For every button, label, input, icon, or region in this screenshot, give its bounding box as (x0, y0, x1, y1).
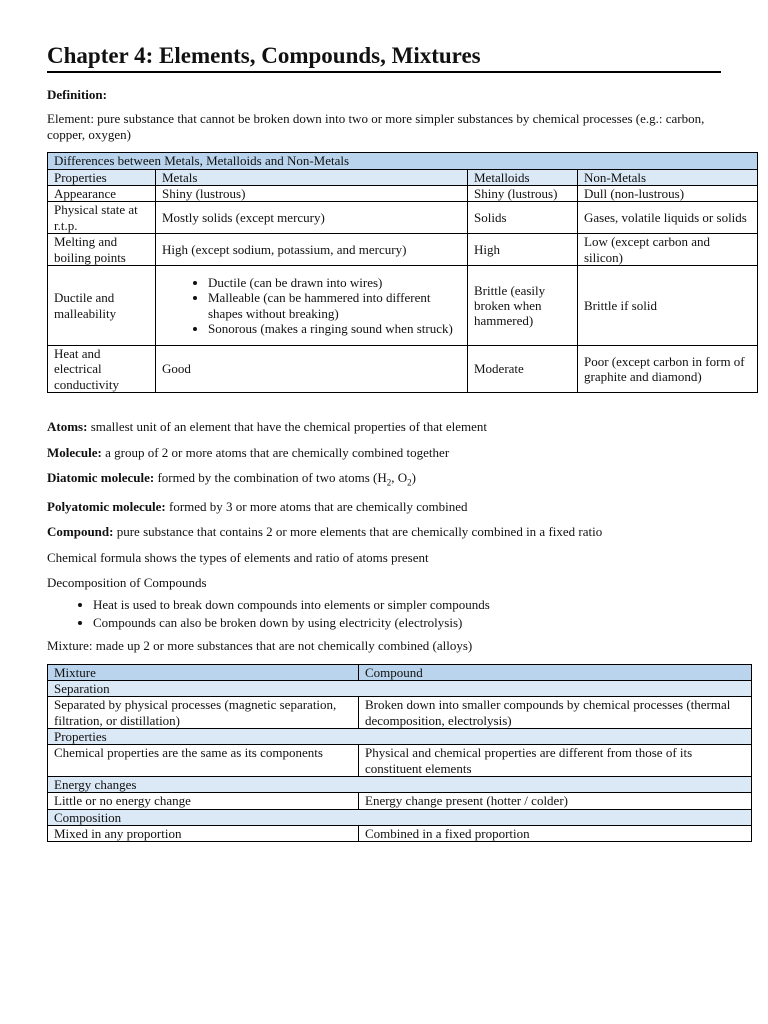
decomposition-heading: Decomposition of Compounds (47, 575, 207, 591)
row-label: Heat and electrical conductivity (48, 346, 156, 393)
element-definition: Element: pure substance that cannot be broken down into two or more simpler substances by chemical processes (e.g.: carbon, copper, oxygen) (47, 111, 705, 142)
table-row (48, 266, 758, 346)
table-row (48, 745, 752, 777)
cell-non-metals: Low (except carbon and silicon) (578, 234, 758, 266)
metals-property-list (162, 275, 461, 336)
cell-metalloids: High (468, 234, 578, 266)
cell-metals: Shiny (lustrous) (156, 186, 468, 202)
definition-text: ) (411, 470, 416, 486)
header-non-metals: Non-Metals (578, 169, 758, 185)
decomposition-list (47, 597, 757, 630)
list-item: • Heat is used to break down compounds into elements or simpler compounds (93, 597, 757, 613)
metals-comparison-table (47, 152, 758, 393)
row-label: Melting and boiling points (48, 234, 156, 266)
subscript: 2 (386, 477, 392, 488)
definition-text: smallest unit of an element that have the chemical properties of that element (87, 419, 488, 434)
header-compound: Compound (359, 664, 752, 680)
definition-text: , O (391, 470, 408, 486)
cell-metalloids: Shiny (lustrous) (468, 186, 578, 202)
section-title-energy-changes: Energy changes (48, 777, 752, 793)
cell-compound: Broken down into smaller compounds by chemical processes (thermal decomposition, electrolysis) (359, 697, 752, 729)
section-title-properties: Properties (48, 729, 752, 745)
document-page (47, 42, 757, 842)
term: Diatomic molecule: (47, 470, 155, 486)
header-metalloids: Metalloids (468, 169, 578, 185)
header-properties: Properties (48, 169, 156, 185)
chemical-formula-text: Chemical formula shows the types of elements and ratio of atoms present (47, 549, 429, 565)
section-title-separation: Separation (48, 681, 752, 697)
definition-text: pure substance that contains 2 or more elements that are chemically combined in a fixed ratio (113, 524, 603, 540)
compound-definition (47, 524, 757, 540)
table-row (48, 346, 758, 393)
cell-mixture: Mixed in any proportion (48, 826, 359, 842)
table-caption: Differences between Metals, Metalloids and Non-Metals (48, 153, 758, 169)
term: Atoms: (47, 419, 88, 434)
subscript: 2 (407, 477, 412, 488)
term: Molecule: (47, 444, 102, 460)
definitions-section (47, 419, 757, 591)
definition-text: a group of 2 or more atoms that are chemically combined together (101, 444, 450, 460)
molecule-definition (47, 445, 757, 461)
cell-metals: Mostly solids (except mercury) (156, 202, 468, 234)
term: Compound: (47, 524, 114, 540)
cell-metals: Good (156, 346, 468, 393)
cell-metalloids: Solids (468, 202, 578, 234)
list-item: • Compounds can also be broken down by using electricity (electrolysis) (93, 615, 757, 631)
diatomic-definition (47, 470, 757, 488)
cell-metals (156, 266, 468, 346)
row-label: Ductile and malleability (48, 266, 156, 346)
table-row (48, 186, 758, 202)
mixture-definition: Mixture: made up 2 or more substances that are not chemically combined (alloys) (47, 638, 473, 654)
row-label: Appearance (48, 186, 156, 202)
cell-metals: High (except sodium, potassium, and mercury) (156, 234, 468, 266)
cell-compound: Physical and chemical properties are different from those of its constituent elements (359, 745, 752, 777)
table-row (48, 793, 752, 809)
cell-mixture: Separated by physical processes (magnetic separation, filtration, or distillation) (48, 697, 359, 729)
table-row (48, 202, 758, 234)
header-metals: Metals (156, 169, 468, 185)
cell-mixture: Little or no energy change (48, 793, 359, 809)
mixture-compound-table (47, 664, 752, 843)
row-label: Physical state at r.t.p. (48, 202, 156, 234)
table-row (48, 697, 752, 729)
definition-heading: Definition: (47, 86, 107, 102)
cell-compound: Energy change present (hotter / colder) (359, 793, 752, 809)
header-mixture: Mixture (48, 664, 359, 680)
cell-compound: Combined in a fixed proportion (359, 826, 752, 842)
definition-text: formed by the combination of two atoms (H (154, 470, 387, 486)
atoms-definition (47, 419, 757, 435)
term: Polyatomic molecule: (47, 498, 166, 514)
cell-mixture: Chemical properties are the same as its components (48, 745, 359, 777)
section-title-composition: Composition (48, 809, 752, 825)
cell-metalloids: Moderate (468, 346, 578, 393)
cell-non-metals: Poor (except carbon in form of graphite and diamond) (578, 346, 758, 393)
cell-non-metals: Brittle if solid (578, 266, 758, 346)
cell-metalloids: Brittle (easily broken when hammered) (468, 266, 578, 346)
list-item: • Malleable (can be hammered into different shapes without breaking) (208, 290, 461, 321)
list-item: • Sonorous (makes a ringing sound when struck) (208, 321, 461, 336)
list-item: • Ductile (can be drawn into wires) (208, 275, 461, 290)
table-row (48, 234, 758, 266)
cell-non-metals: Dull (non-lustrous) (578, 186, 758, 202)
page-title: Chapter 4: Elements, Compounds, Mixtures (47, 42, 721, 73)
table-row (48, 826, 752, 842)
polyatomic-definition (47, 499, 757, 515)
definition-text: formed by 3 or more atoms that are chemically combined (165, 498, 468, 514)
cell-non-metals: Gases, volatile liquids or solids (578, 202, 758, 234)
